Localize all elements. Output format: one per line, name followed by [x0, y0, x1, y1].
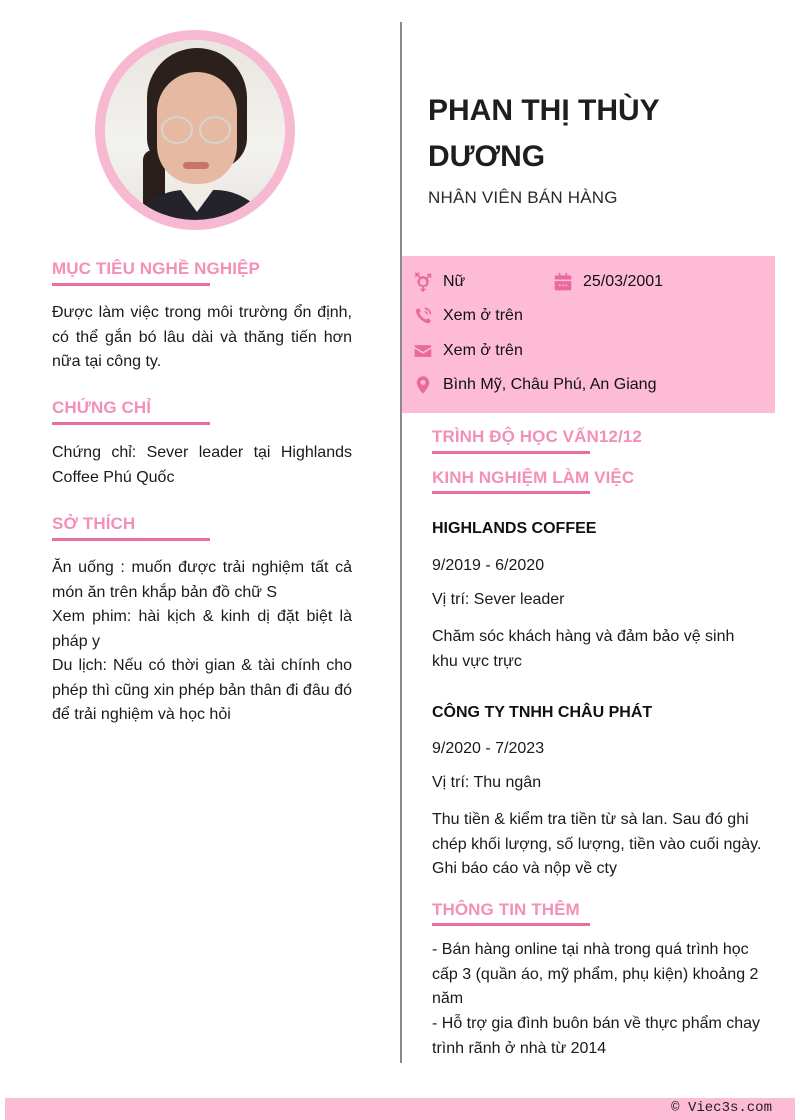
gender-value: Nữ — [443, 273, 466, 290]
contact-address — [413, 375, 656, 395]
job-position: Vị trí: Sever leader — [432, 591, 565, 608]
additional-rule — [432, 923, 590, 926]
contact-email — [413, 341, 523, 361]
mail-icon — [413, 341, 433, 361]
phone-icon — [413, 306, 433, 326]
job-company: CÔNG TY TNHH CHÂU PHÁT — [432, 704, 653, 721]
education-title: TRÌNH ĐỘ HỌC VẤN12/12 — [432, 427, 642, 446]
email-value: Xem ở trên — [443, 342, 523, 359]
avatar — [105, 40, 285, 220]
footer-copyright: © Viec3s.com — [671, 1100, 772, 1116]
contact-birthday — [553, 272, 663, 292]
hobbies-list — [52, 556, 352, 728]
job-position: Vị trí: Thu ngân — [432, 774, 542, 791]
contact-gender — [413, 272, 465, 292]
address-value: Bình Mỹ, Châu Phú, An Giang — [443, 376, 657, 393]
hobby-item: Ăn uống : muốn được trải nghiệm tất cả món ăn trên khắp bản đồ chữ S — [52, 559, 352, 601]
hobbies-title: SỞ THÍCH — [52, 514, 136, 533]
job-description: Chăm sóc khách hàng và đảm bảo vệ sinh khu vực trực — [432, 628, 735, 670]
additional-item: - Hỗ trợ gia đình buôn bán về thực phẩm chay trình rãnh ở nhà từ 2014 — [432, 1015, 761, 1057]
additional-item: - Bán hàng online tại nhà trong quá trình học cấp 3 (quần áo, mỹ phẩm, phụ kiện) khoảng 2 năm — [432, 941, 759, 1008]
job-period: 9/2019 - 6/2020 — [432, 557, 545, 574]
experience-rule — [432, 491, 590, 494]
objective-title: MỤC TIÊU NGHỀ NGHIỆP — [52, 259, 260, 278]
hobby-item: Du lịch: Nếu có thời gian & tài chính cho phép thì cũng xin phép bản thân đi đâu đó để trải nghiệm và học hỏi — [52, 657, 352, 723]
certificates-rule — [52, 422, 210, 425]
gender-icon — [413, 272, 433, 292]
avatar-frame — [95, 30, 295, 230]
objective-text: Được làm việc trong môi trường ổn định, có thể gắn bó lâu dài và thăng tiến hơn nữa tại công ty. — [52, 304, 352, 370]
additional-list — [432, 938, 762, 1062]
location-pin-icon — [413, 375, 433, 395]
phone-value: Xem ở trên — [443, 307, 523, 324]
hobbies-rule — [52, 538, 210, 541]
job-period: 9/2020 - 7/2023 — [432, 740, 545, 757]
job-company: HIGHLANDS COFFEE — [432, 520, 597, 537]
education-rule — [432, 451, 590, 454]
experience-title: KINH NGHIỆM LÀM VIỆC — [432, 468, 635, 487]
candidate-name: PHAN THỊ THÙY DƯƠNG — [428, 94, 660, 173]
column-divider — [400, 22, 402, 1063]
certificates-title: CHỨNG CHỈ — [52, 398, 152, 417]
job-title: NHÂN VIÊN BÁN HÀNG — [428, 188, 618, 207]
hobby-item: Xem phim: hài kịch & kinh dị đặt biệt là pháp y — [52, 608, 352, 650]
birthday-value: 25/03/2001 — [583, 273, 664, 290]
certificates-text: Chứng chỉ: Sever leader tại Highlands Coffee Phú Quốc — [52, 444, 352, 486]
contact-phone — [413, 306, 523, 326]
additional-title: THÔNG TIN THÊM — [432, 900, 580, 919]
calendar-icon — [553, 272, 573, 292]
objective-rule — [52, 283, 210, 286]
job-description: Thu tiền & kiểm tra tiền từ sà lan. Sau đó ghi chép khối lượng, số lượng, tiền vào cuối ngày. Ghi báo cáo và nộp về cty — [432, 811, 762, 877]
